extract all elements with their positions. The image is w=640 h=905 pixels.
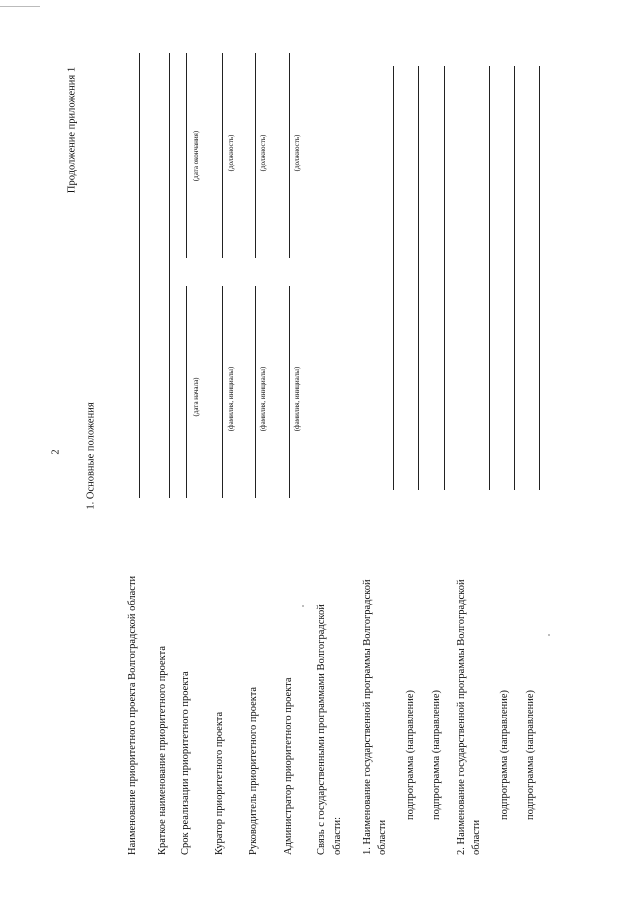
line-program1 [393,66,394,490]
line-head-pos [255,53,256,258]
line-curator-pos [222,53,223,258]
line-program2 [489,66,490,490]
label-curator: Куратор приоритетного проекта [214,711,225,855]
caption-head-fio: (фамилия, инициалы) [259,366,267,432]
label-program1-line2: области [377,819,388,855]
line-head-fio [255,286,256,498]
line-subprogram2 [444,66,445,490]
line-subprogram4 [539,66,540,490]
label-admin: Администратор приоритетного проекта [283,677,294,855]
scan-speck [548,634,550,636]
label-link-line1: Связь с государственными программами Волгоградской [316,604,327,855]
line-admin-pos [289,53,290,258]
line-subprogram3 [514,66,515,490]
label-program2-line1: 2. Наименование государственной программы Волгоградской [456,579,467,855]
label-project-name: Наименование приоритетного проекта Волгоградской области [127,575,138,855]
label-short-name: Краткое наименование приоритетного проекта [157,645,168,855]
label-subprogram1: подпрограмма (направление) [405,689,416,820]
caption-start-date: (дата начала) [192,377,200,417]
label-head: Руководитель приоритетного проекта [248,686,259,855]
label-subprogram3: подпрограмма (направление) [499,689,510,820]
caption-curator-fio: (фамилия, инициалы) [227,366,235,432]
caption-admin-fio: (фамилия, инициалы) [293,366,301,432]
label-subprogram2: подпрограмма (направление) [431,689,442,820]
caption-curator-pos: (должность) [227,134,235,172]
label-period: Срок реализации приоритетного проекта [180,671,191,855]
line-project-name [139,53,140,498]
line-start-date [186,286,187,498]
scan-edge-mark [0,0,40,7]
label-subprogram4: подпрограмма (направление) [525,689,536,820]
line-subprogram1 [418,66,419,490]
line-admin-fio [289,286,290,498]
line-short-name [169,53,170,498]
label-program2-line2: области [471,819,482,855]
scan-speck [302,605,304,607]
label-link-line2: области: [332,816,343,855]
section-title: 1. Основные положения [85,402,97,510]
page-number: 2 [50,449,62,455]
label-program1-line1: 1. Наименование государственной программы Волгоградской [362,579,373,855]
caption-admin-pos: (должность) [293,134,301,172]
caption-end-date: (дата окончания) [192,130,200,182]
caption-head-pos: (должность) [259,134,267,172]
line-curator-fio [222,286,223,498]
line-end-date [186,53,187,258]
appendix-note: Продолжение приложения 1 [66,66,78,194]
